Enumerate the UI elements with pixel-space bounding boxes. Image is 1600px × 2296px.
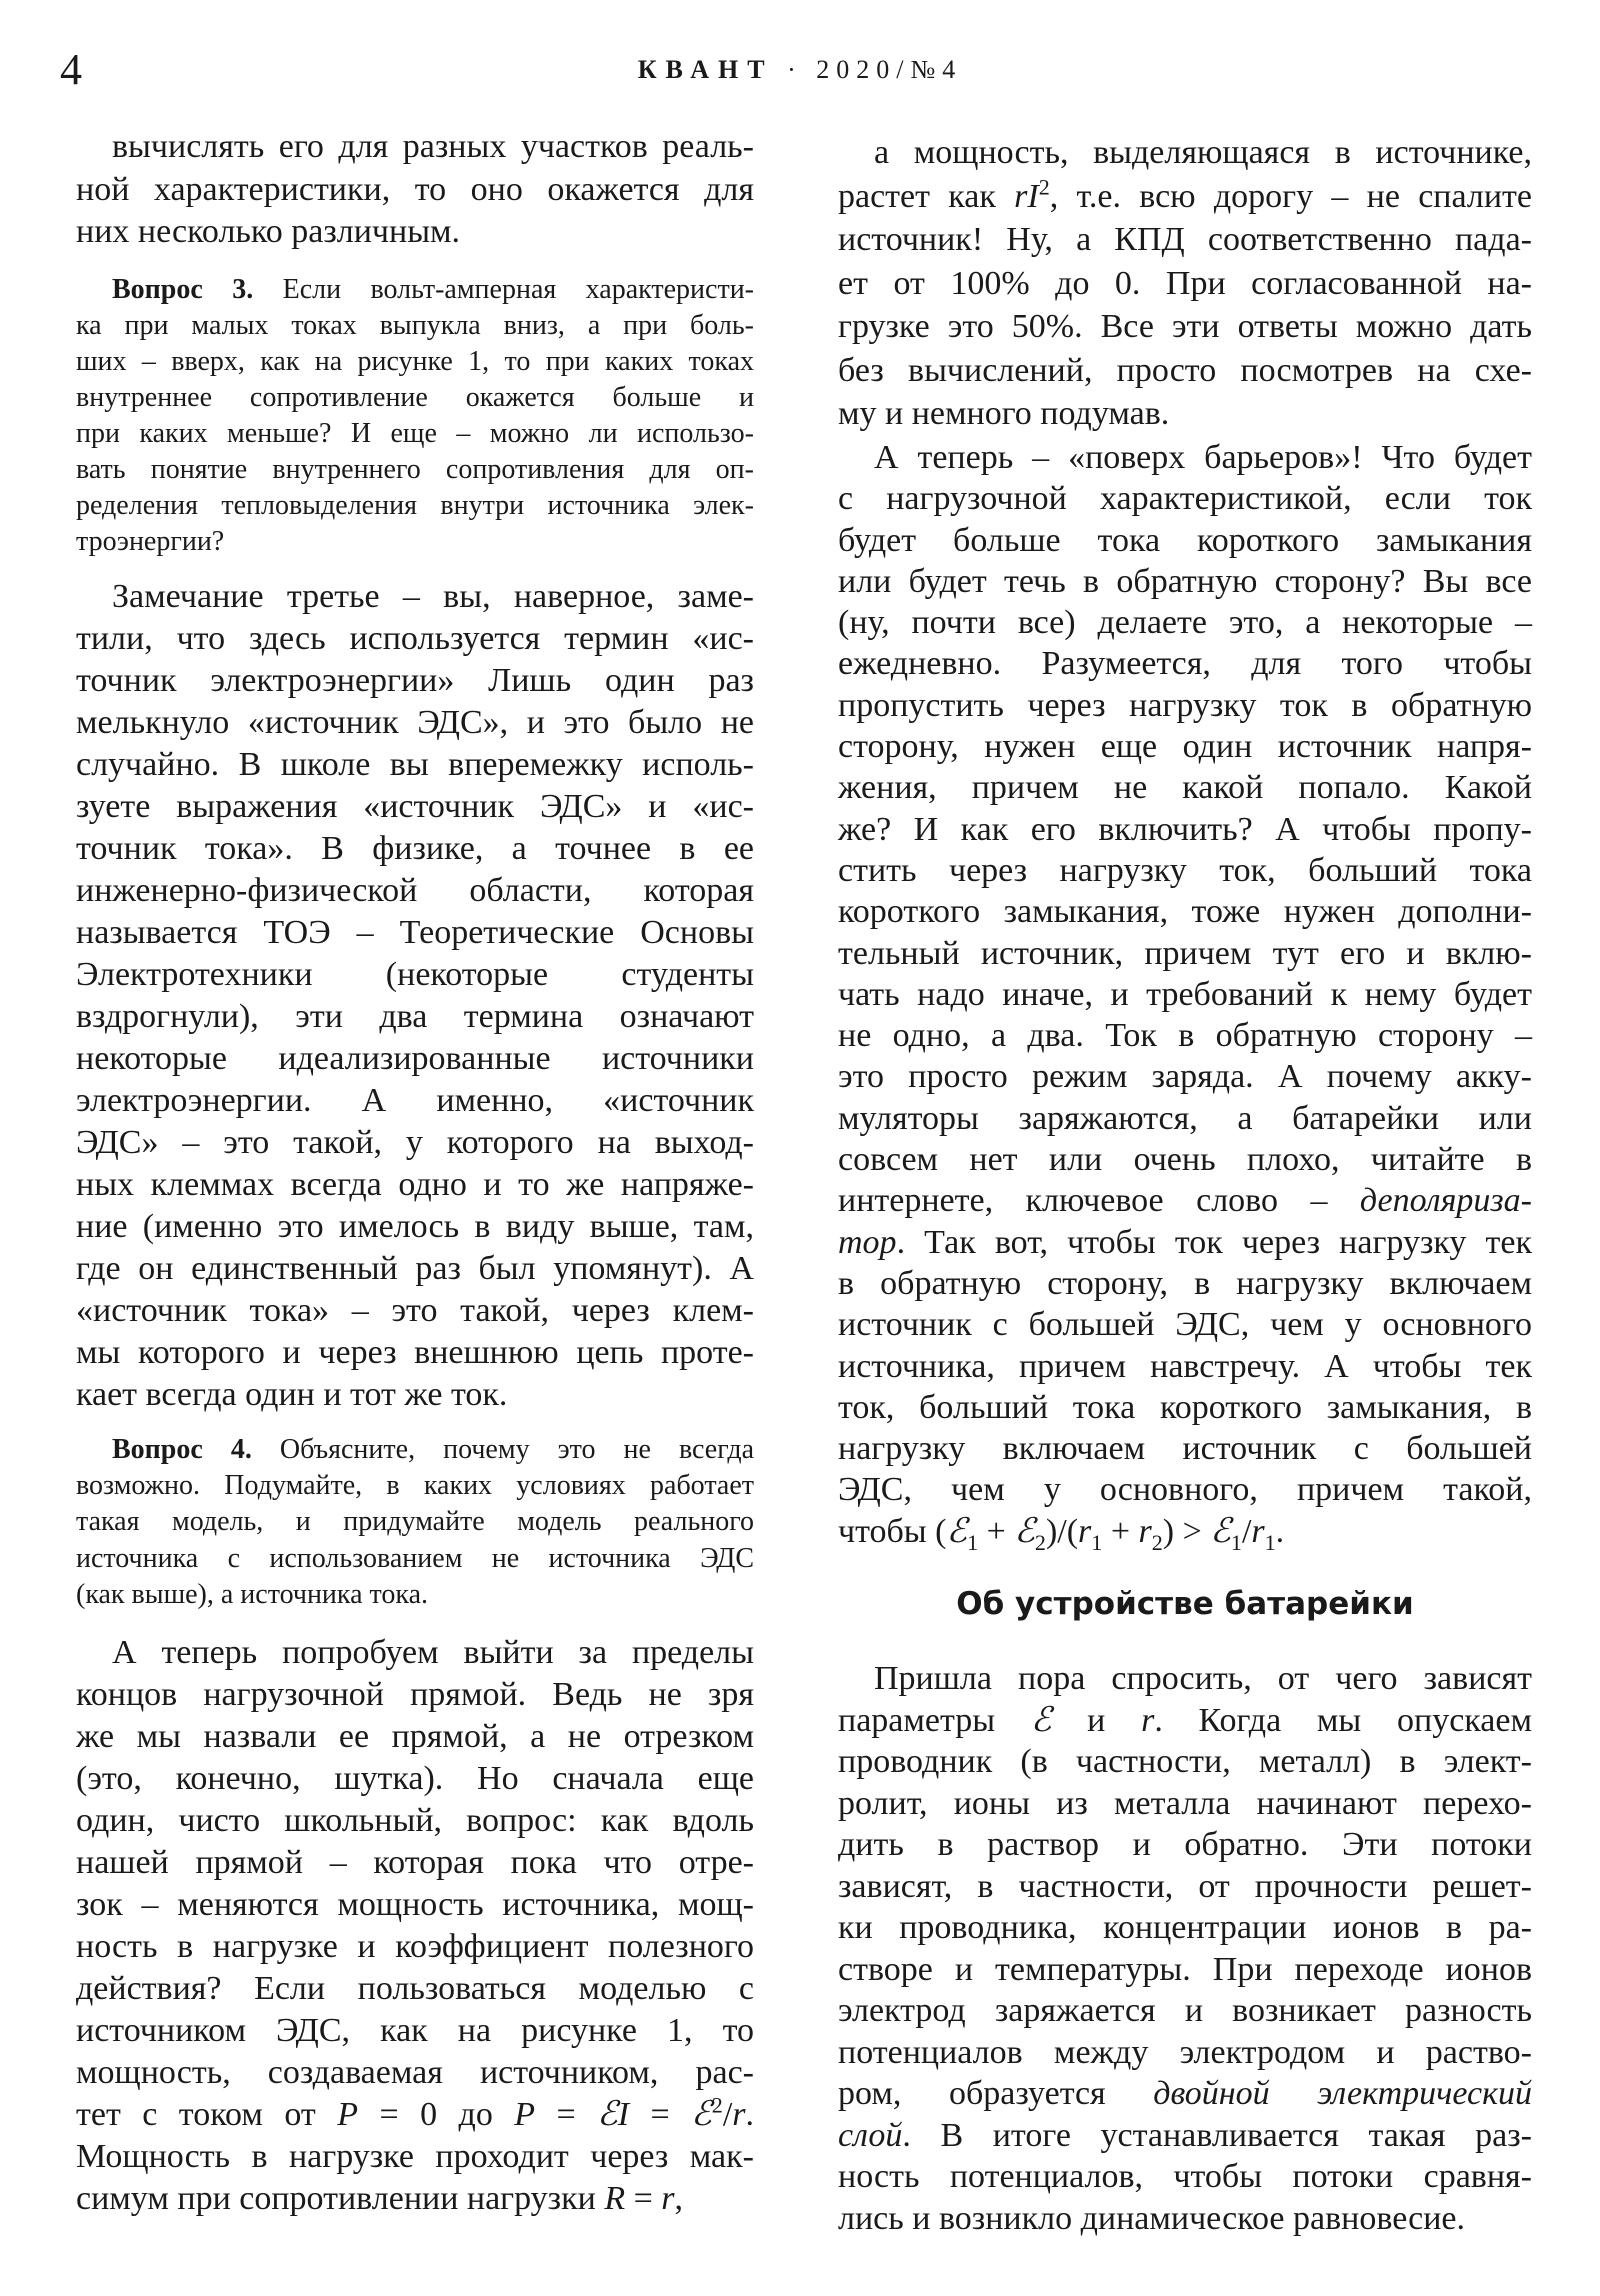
text-line: электроэнергии. А именно, «источник bbox=[76, 1082, 754, 1119]
text-segment: = bbox=[625, 2180, 662, 2217]
header-separator: · bbox=[787, 55, 803, 84]
page-number: 4 bbox=[60, 45, 82, 94]
math-index: 2 bbox=[1034, 1529, 1046, 1555]
text-line: стить через нагрузку ток, больший тока bbox=[838, 851, 1532, 889]
text-line: источником ЭДС, как на рисунке 1, то bbox=[76, 2012, 754, 2049]
text-segment: , bbox=[674, 2180, 684, 2217]
text-line bbox=[838, 1700, 1532, 1742]
text-line bbox=[838, 1180, 1532, 1221]
italic-term: r bbox=[732, 2096, 746, 2133]
italic-term: слой bbox=[838, 2116, 903, 2154]
text-line: это просто режим заряда. А почему акку- bbox=[838, 1058, 1532, 1096]
text-line: действия? Если пользоваться моделью с bbox=[76, 1970, 754, 2007]
italic-term: rI bbox=[1014, 177, 1039, 215]
section-heading: Об устройстве батарейки bbox=[956, 1586, 1414, 1622]
text-segment: ром, образуется bbox=[838, 2075, 1154, 2112]
text-line: Пришла пора спросить, от чего зависят bbox=[874, 1660, 1532, 1697]
italic-term: тор bbox=[838, 1223, 897, 1261]
text-line: Замечание третье – вы, наверное, заме- bbox=[112, 578, 754, 615]
text-segment: тет с током от bbox=[76, 2096, 338, 2133]
text-line bbox=[76, 2178, 754, 2220]
math-index: 1 bbox=[967, 1529, 979, 1555]
text-line: вать понятие внутреннего сопротивления для оп- bbox=[76, 454, 754, 485]
text-line: сторону, нужен еще один источник напря- bbox=[838, 728, 1532, 766]
text-line: нагрузку включаем источник с большей bbox=[838, 1430, 1532, 1468]
text-line: же мы назвали ее прямой, а не отрезком bbox=[76, 1718, 754, 1755]
text-line: ки проводника, концентрации ионов в ра- bbox=[838, 1909, 1532, 1946]
text-segment: симум при сопротивлении нагрузки bbox=[76, 2180, 605, 2217]
text-line: мелькнуло «источник ЭДС», и это было не bbox=[76, 704, 754, 741]
italic-term: ℰ bbox=[946, 1512, 968, 1550]
text-line: них несколько различным. bbox=[76, 213, 461, 250]
italic-term: r bbox=[1251, 1512, 1265, 1550]
text-line: ка при малых токах выпукла вниз, а при боль- bbox=[76, 310, 754, 341]
text-segment: / bbox=[722, 2096, 733, 2133]
text-line: концов нагрузочной прямой. Ведь не зря bbox=[76, 1676, 754, 1713]
text-line: а мощность, выделяющаяся в источнике, bbox=[874, 134, 1532, 171]
text-line: тили, что здесь используется термин «ис- bbox=[76, 620, 754, 657]
text-line: в обратную сторону, в нагрузку включаем bbox=[838, 1264, 1532, 1302]
text-line: короткого замыкания, тоже нужен дополни- bbox=[838, 893, 1532, 931]
math-index: 2 bbox=[711, 2092, 723, 2118]
text-line: с нагрузочной характеристикой, если ток bbox=[838, 480, 1532, 518]
text-segment: . bbox=[745, 2096, 754, 2133]
italic-term: r bbox=[1138, 1512, 1152, 1550]
text-line: или будет течь в обратную сторону? Вы все bbox=[838, 562, 1532, 600]
issue-number: 2020/№4 bbox=[816, 55, 963, 84]
text-line: зуете выражения «источник ЭДС» и «ис- bbox=[76, 788, 754, 825]
text-line: совсем нет или очень плохо, читайте в bbox=[838, 1141, 1532, 1179]
text-line: источник! Ну, а КПД соответственно пада- bbox=[838, 221, 1532, 258]
text-line: ролит, ионы из металла начинают перехо- bbox=[838, 1784, 1532, 1822]
text-line: же? И как его включить? А чтобы пропу- bbox=[838, 810, 1532, 848]
italic-term: двойной электрический bbox=[1153, 2075, 1533, 2112]
text-segment: + bbox=[978, 1512, 1015, 1550]
text-line: А теперь – «поверх барьеров»! Что будет bbox=[874, 439, 1532, 476]
text-line: А теперь попробуем выйти за пределы bbox=[112, 1634, 754, 1671]
paragraph bbox=[838, 437, 1532, 1555]
text-line bbox=[76, 272, 754, 308]
text-line: ших – вверх, как на рисунке 1, то при каких токах bbox=[76, 346, 754, 377]
text-line: «источник тока» – это такой, через клем- bbox=[76, 1292, 754, 1329]
italic-term: R bbox=[604, 2180, 626, 2217]
paragraph bbox=[838, 131, 1532, 436]
text-line: ЭДС» – это такой, у которого на выход- bbox=[76, 1124, 754, 1161]
text-segment: = bbox=[535, 2096, 598, 2133]
text-line: источника, причем навстречу. А чтобы тек bbox=[838, 1347, 1532, 1385]
text-line: источник с большей ЭДС, чем у основного bbox=[838, 1306, 1532, 1344]
text-line: ежедневно. Разумеется, для того чтобы bbox=[838, 645, 1532, 683]
text-line: ределения тепловыделения внутри источника элек- bbox=[76, 490, 754, 521]
text-segment: . Так вот, чтобы ток через нагрузку тек bbox=[896, 1223, 1532, 1261]
italic-term: ℰI bbox=[597, 2096, 630, 2133]
text-line: случайно. В школе вы вперемежку исполь- bbox=[76, 746, 754, 783]
text-line: ток, больший тока короткого замыкания, в bbox=[838, 1388, 1532, 1426]
text-line: ет от 100% до 0. При согласованной на- bbox=[838, 264, 1532, 302]
text-line bbox=[838, 1222, 1532, 1263]
question-label: Вопрос 3. bbox=[112, 274, 254, 305]
text-line: мощность, создаваемая источником, рас- bbox=[76, 2054, 754, 2091]
text-line: зависят, в частности, от прочности решет- bbox=[838, 1867, 1532, 1905]
text-line: без вычислений, просто посмотрев на схе- bbox=[838, 351, 1532, 389]
text-line: (ну, почти все) делаете это, а некоторые – bbox=[838, 604, 1532, 642]
text-line: грузке это 50%. Все эти ответы можно дать bbox=[838, 308, 1532, 345]
text-line: при каких меньше? И еще – можно ли использо- bbox=[76, 418, 754, 449]
text-line bbox=[76, 2094, 754, 2136]
text-line: ние (именно это имелось в виду выше, там, bbox=[76, 1208, 754, 1245]
italic-term: ℰ bbox=[1210, 1512, 1231, 1550]
math-index: 1 bbox=[1264, 1529, 1276, 1555]
magazine-title: КВАНТ bbox=[637, 55, 774, 84]
text-segment: . bbox=[1275, 1512, 1285, 1550]
text-segment: параметры bbox=[838, 1701, 1031, 1739]
text-line: троэнергии? bbox=[76, 526, 225, 557]
text-line bbox=[838, 1511, 1532, 1555]
text-segment: интернете, ключевое слово – bbox=[838, 1182, 1360, 1220]
text-line: ной характеристики, то оно окажется для bbox=[76, 170, 754, 208]
text-line: возможно. Подумайте, в каких условиях работает bbox=[76, 1470, 754, 1502]
text-line bbox=[76, 1432, 754, 1468]
text-line: такая модель, и придумайте модель реального bbox=[76, 1506, 754, 1538]
text-segment: + bbox=[1102, 1512, 1139, 1550]
question-label: Вопрос 4. bbox=[112, 1434, 252, 1465]
text-segment: . Когда мы опускаем bbox=[1154, 1701, 1532, 1739]
text-line: зок – меняются мощность источника, мощ- bbox=[76, 1886, 754, 1923]
text-line: (это, конечно, шутка). Но сначала еще bbox=[76, 1760, 754, 1797]
text-line: проводник (в частности, металл) в элект- bbox=[838, 1743, 1532, 1780]
text-line: точник электроэнергии» Лишь один раз bbox=[76, 662, 754, 699]
text-line: створе и температуры. При переходе ионов bbox=[838, 1950, 1532, 1988]
text-segment: = 0 до bbox=[357, 2096, 515, 2133]
text-segment: . В итоге устанавливается такая раз- bbox=[902, 2116, 1532, 2154]
text-line: жения, причем не какой попало. Какой bbox=[838, 769, 1532, 807]
text-line: вычислять его для разных участков реаль- bbox=[112, 128, 754, 165]
paragraph bbox=[838, 1658, 1532, 2239]
math-index: 1 bbox=[1230, 1529, 1242, 1555]
paragraph bbox=[76, 126, 754, 254]
math-index: 2 bbox=[1038, 174, 1050, 200]
text-line: чать надо иначе, и требований к нему будет bbox=[838, 975, 1532, 1013]
text-line: где он единственный раз был упомянут). А bbox=[76, 1250, 754, 1287]
text-line: вздрогнули), эти два термина означают bbox=[76, 998, 754, 1035]
paragraph bbox=[76, 1632, 754, 2220]
paragraph bbox=[76, 576, 754, 1416]
text-line: один, чисто школьный, вопрос: как вдоль bbox=[76, 1802, 754, 1839]
italic-term: r bbox=[661, 2180, 675, 2217]
text-line: му и немного подумав. bbox=[838, 395, 1170, 432]
text-line: нашей прямой – которая пока что отре- bbox=[76, 1844, 754, 1881]
text-segment: )/( bbox=[1045, 1512, 1079, 1550]
italic-term: деполяриза- bbox=[1359, 1182, 1532, 1220]
text-line: называется ТОЭ – Теоретические Основы bbox=[76, 914, 754, 951]
text-segment: и bbox=[1051, 1701, 1142, 1739]
text-line: дить в раствор и обратно. Эти потоки bbox=[838, 1826, 1532, 1863]
text-line: будет больше тока короткого замыкания bbox=[838, 521, 1532, 559]
text-line: кает всегда один и тот же ток. bbox=[76, 1376, 508, 1413]
text-line: Мощность в нагрузке проходит через мак- bbox=[76, 2138, 754, 2175]
text-line: ность в нагрузке и коэффициент полезного bbox=[76, 1928, 754, 1965]
text-line: источника с использованием не источника ЭДС bbox=[76, 1542, 754, 1574]
text-segment: = bbox=[629, 2096, 692, 2133]
text-line: некоторые идеализированные источники bbox=[76, 1040, 754, 1077]
text-segment: / bbox=[1241, 1512, 1252, 1550]
text-line bbox=[838, 2073, 1532, 2115]
math-index: 1 bbox=[1091, 1529, 1103, 1555]
text-line bbox=[838, 2115, 1532, 2157]
question-box bbox=[76, 272, 754, 560]
text-line: тельный источник, причем тут его и вклю- bbox=[838, 934, 1532, 972]
italic-term: ℰ bbox=[1030, 1701, 1052, 1739]
italic-term: r bbox=[1078, 1512, 1092, 1550]
question-box bbox=[76, 1432, 754, 1613]
text-line: не одно, а два. Ток в обратную сторону – bbox=[838, 1017, 1532, 1055]
italic-term: ℰ bbox=[1014, 1512, 1035, 1550]
text-segment: , т.е. всю дорогу – не спалите bbox=[1049, 177, 1533, 215]
text-segment: Объясните, почему это не всегда bbox=[251, 1434, 754, 1465]
text-line: ЭДС, чем у основного, причем такой, bbox=[838, 1471, 1532, 1509]
text-line: внутреннее сопротивление окажется больше и bbox=[76, 382, 754, 413]
text-segment: чтобы ( bbox=[838, 1512, 947, 1550]
italic-term: ℰ bbox=[691, 2096, 712, 2133]
text-line bbox=[838, 175, 1532, 219]
text-line: инженерно-физической области, которая bbox=[76, 872, 754, 909]
text-line: муляторы заряжаются, а батарейки или bbox=[838, 1099, 1532, 1137]
text-line: ных клеммах всегда одно и то же напряже- bbox=[76, 1166, 754, 1203]
text-line: ность потенциалов, чтобы потоки сравня- bbox=[838, 2158, 1532, 2195]
math-index: 2 bbox=[1151, 1529, 1163, 1555]
text-segment: растет как bbox=[838, 177, 1015, 215]
italic-term: r bbox=[1141, 1701, 1155, 1739]
text-line: Электротехники (некоторые студенты bbox=[76, 956, 754, 993]
text-line: мы которого и через внешнюю цепь проте- bbox=[76, 1334, 754, 1371]
text-line: точник тока». В физике, а точнее в ее bbox=[76, 830, 754, 867]
text-line: пропустить через нагрузку ток в обратную bbox=[838, 686, 1532, 724]
italic-term: P bbox=[514, 2096, 536, 2133]
text-segment: ) > bbox=[1162, 1512, 1211, 1550]
text-line: (как выше), а источника тока. bbox=[76, 1578, 428, 1610]
text-line: потенциалов между электродом и раство- bbox=[838, 2033, 1532, 2071]
text-segment: Если вольт-амперная характеристи- bbox=[253, 274, 755, 305]
italic-term: P bbox=[337, 2096, 358, 2133]
text-line: электрод заряжается и возникает разность bbox=[838, 1992, 1532, 2029]
running-header bbox=[0, 50, 1600, 90]
text-line: лись и возникло динамическое равновесие. bbox=[838, 2199, 1466, 2237]
